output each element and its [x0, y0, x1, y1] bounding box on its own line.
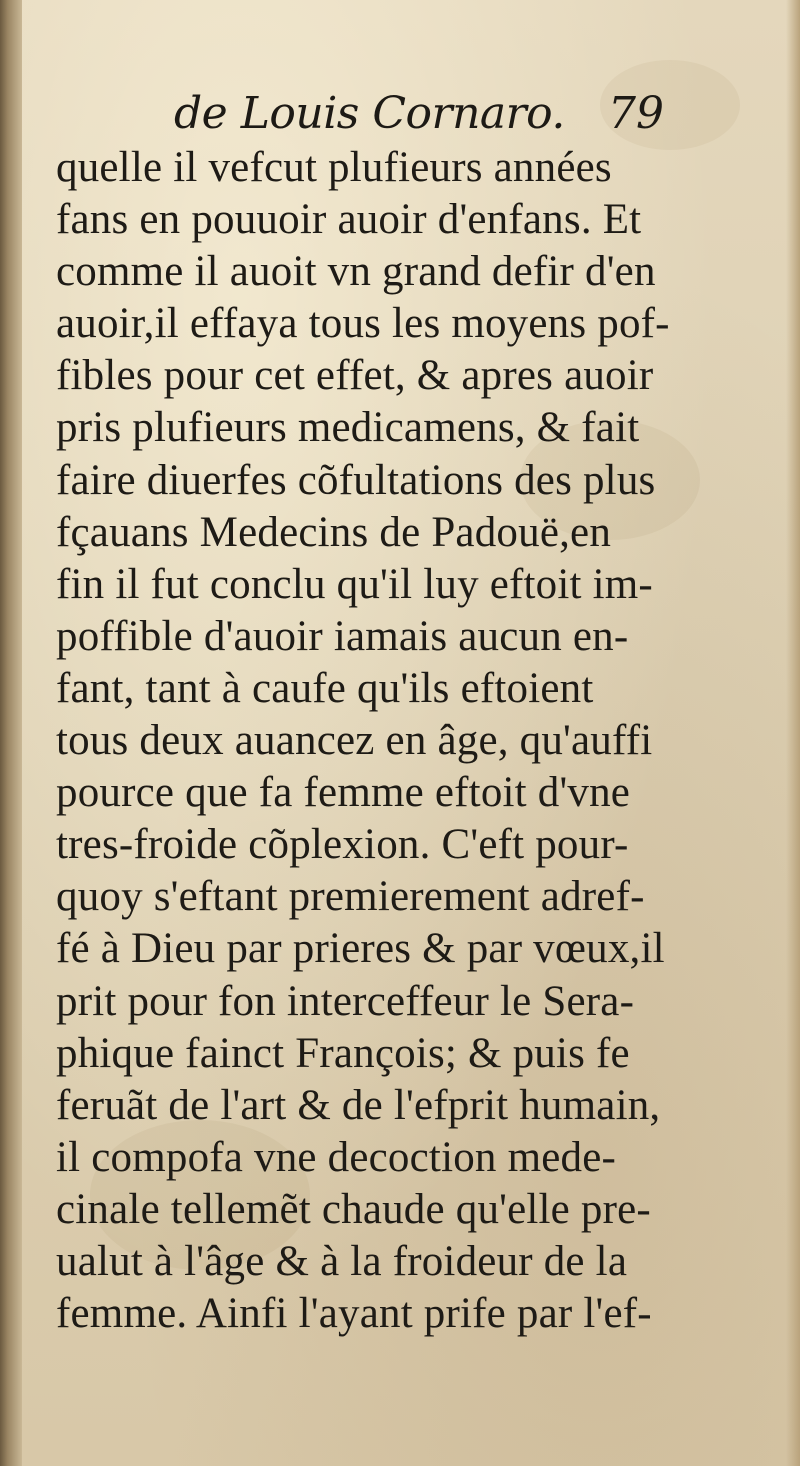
text-line: quelle il vefcut plufieurs années — [56, 144, 612, 191]
text-line: ualut à l'âge & à la froideur de la — [56, 1237, 628, 1285]
text-line: faire diuerfes cõfultations des plus — [56, 456, 656, 504]
text-line: fans en pouuoir auoir d'enfans. Et — [56, 196, 642, 244]
page-edge-shadow — [786, 0, 800, 1466]
text-line: femme. Ainfi l'ayant prife par l'ef- — [56, 1290, 652, 1338]
running-head-title: de Louis Cornaro. — [174, 88, 565, 139]
text-line: cinale tellemẽt chaude qu'elle pre- — [56, 1185, 651, 1233]
text-line: pris plufieurs medicamens, & fait — [56, 404, 640, 452]
text-line: tous deux auancez en âge, qu'auffi — [56, 717, 653, 765]
page-number: 79 — [608, 88, 664, 139]
text-line: tres-froide cõplexion. C'eft pour- — [56, 821, 629, 869]
text-line: comme il auoit vn grand defir d'en — [56, 248, 656, 296]
text-line: fé à Dieu par prieres & par vœux,il — [56, 925, 665, 973]
text-line: fant, tant à caufe qu'ils eftoient — [56, 664, 594, 712]
text-line: fçauans Medecins de Padouë,en — [56, 508, 612, 556]
text-line: prit pour fon interceffeur le Sera- — [56, 977, 635, 1025]
page-gutter-shadow — [0, 0, 22, 1466]
text-line: fibles pour cet effet, & apres auoir — [56, 352, 654, 400]
text-line: quoy s'eftant premierement adref- — [56, 873, 645, 921]
running-head — [120, 84, 700, 148]
text-line: pource que fa femme eftoit d'vne — [56, 769, 631, 817]
text-line: auoir,il effaya tous les moyens pof- — [56, 300, 670, 348]
text-line: phique fainct François; & puis fe — [56, 1029, 630, 1077]
text-line: fin il fut conclu qu'il luy eftoit im- — [56, 560, 653, 608]
text-line: poffible d'auoir iamais aucun en- — [56, 612, 629, 660]
text-line: feruãt de l'art & de l'efprit humain, — [56, 1081, 661, 1129]
body-text — [56, 142, 716, 1340]
text-line: il compofa vne decoction mede- — [56, 1133, 617, 1181]
